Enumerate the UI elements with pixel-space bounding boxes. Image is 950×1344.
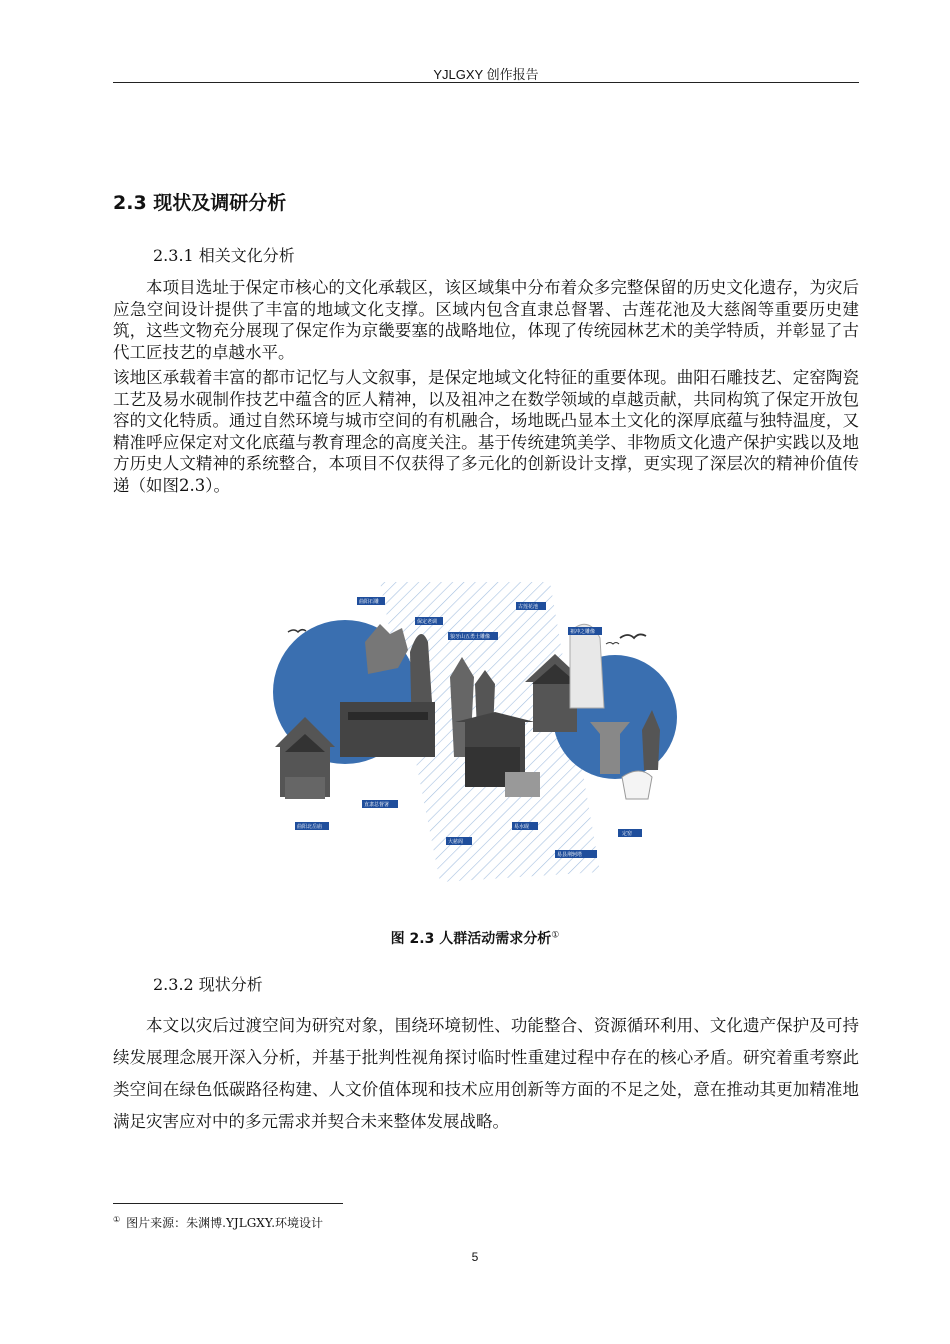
cultural-collage-image xyxy=(270,572,680,890)
label-lotus-pond: 古莲花池 xyxy=(518,604,539,610)
footnote: ① 图片来源：朱渊博.YJLGXY.环境设计 xyxy=(113,1215,324,1230)
label-quyang-carving: 曲阳石雕 xyxy=(359,599,380,605)
section-heading: 2.3 现状及调研分析 xyxy=(113,192,287,214)
label-zuchongzhi: 祖冲之雕像 xyxy=(570,629,596,635)
label-langyashan: 狼牙山五勇士雕像 xyxy=(450,634,491,640)
label-ding-kiln: 定窑 xyxy=(622,831,633,837)
header-rule xyxy=(113,82,859,83)
footnote-rule xyxy=(113,1203,343,1204)
running-header: YJLGXY 创作报告 xyxy=(433,67,539,82)
label-daci-pavilion: 大慈阁 xyxy=(448,839,464,845)
page-number: 5 xyxy=(471,1250,479,1264)
figure-caption: 图 2.3 人群活动需求分析① xyxy=(390,930,560,947)
label-zhili-office: 直隶总督署 xyxy=(364,802,390,808)
label-beiyue-temple: 曲阳北岳庙 xyxy=(297,824,323,830)
paragraph-1: 本项目选址于保定市核心的文化承载区，该区域集中分布着众多完整保留的历史文化遗存，为灾后应急空间设计提供了丰富的地域文化支撑。区域内包含直隶总督署、古莲花池及大慈阁等重要历史建筑，这些文物充分展现了保定作为京畿要塞的战略地位，体现了传统园林艺术的美学特质，并彰显了古代工匠技艺的卓越水平。 xyxy=(113,278,859,362)
paragraph-3: 本文以灾后过渡空间为研究对象，围绕环境韧性、功能整合、资源循环利用、文化遗产保护及可持续发展理念展开深入分析，并基于批判性视角探讨临时性重建过程中存在的核心矛盾。研究着重考察此类空间在绿色低碳路径构建、人文价值体现和技术应用创新等方面的不足之处，意在推动其更加精准地满足灾害应对中的多元需求并契合未来整体发展战略。 xyxy=(113,1016,859,1131)
figure-2-3 xyxy=(270,572,680,890)
subsection-heading-2-3-2: 2.3.2 现状分析 xyxy=(153,975,263,994)
label-yishui-ink: 易水砚 xyxy=(514,824,530,830)
label-jingke-pagoda: 易县荆轲塔 xyxy=(557,852,583,858)
label-baoding-opera: 保定老调 xyxy=(417,619,438,625)
subsection-heading-2-3-1: 2.3.1 相关文化分析 xyxy=(153,246,295,265)
paragraph-2: 该地区承载着丰富的都市记忆与人文叙事，是保定地域文化特征的重要体现。曲阳石雕技艺、定窑陶瓷工艺及易水砚制作技艺中蕴含的匠人精神，以及祖冲之在数学领域的卓越贡献，共同构筑了保定开放包容的文化特质。通过自然环境与城市空间的有机融合，场地既凸显本土文化的深厚底蕴与独特温度，又精准呼应保定对文化底蕴与教育理念的高度关注。基于传统建筑美学、非物质文化遗产保护实践以及地方历史人文精神的系统整合，本项目不仅获得了多元化的创新设计支撑，更实现了深层次的精神价值传递（如图2.3）。 xyxy=(113,368,859,495)
